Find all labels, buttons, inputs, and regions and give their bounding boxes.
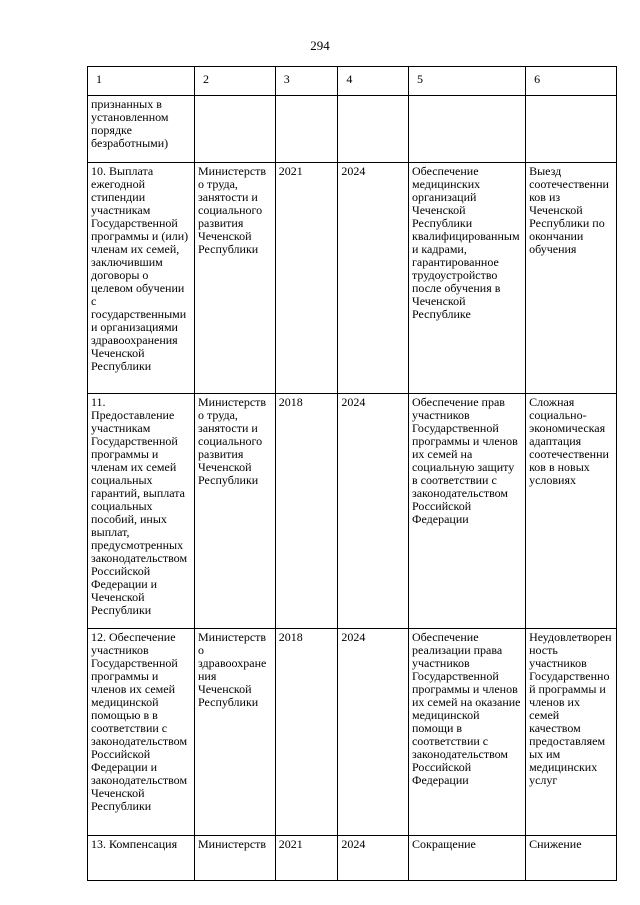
consequence-cell [526, 96, 617, 163]
header-cell: 3 [275, 67, 338, 96]
measure-cell: 11. Предоставление участникам Государственной программы и членам их семей социальных гарантий, выплата социальных пособий, иных выплат, предусмотренных законодательством Российской Федерации и Чеченской Республики [88, 394, 195, 629]
table-header-row [88, 67, 617, 96]
end-year-cell: 2024 [338, 394, 409, 629]
start-year-cell: 2021 [275, 163, 338, 394]
expected-result-cell: Обеспечение реализации права участников Государственной программы и членов их семей на оказание медицинской помощи в соответствии с законодательством Российской Федерации [408, 629, 525, 836]
expected-result-cell: Обеспечение медицинских организаций Чеченской Республики квалифицированными кадрами, гарантированное трудоустройство после обучения в Чеченской Республике [408, 163, 525, 394]
consequence-cell: Выезд соотечественников из Чеченской Республики по окончании обучения [526, 163, 617, 394]
header-cell: 6 [526, 67, 617, 96]
measure-cell: 10. Выплата ежегодной стипендии участникам Государственной программы и (или) членам их семей, заключившим договоры о целевом обучении с государственными и организациями здравоохранения Чеченской Республики [88, 163, 195, 394]
consequence-cell: Снижение [526, 836, 617, 881]
measure-cell: 12. Обеспечение участников Государственной программы и членов их семей медицинской помощью в в соответствии с законодательством Российской Федерации и законодательством Чеченской Республики [88, 629, 195, 836]
start-year-cell: 2018 [275, 394, 338, 629]
start-year-cell: 2018 [275, 629, 338, 836]
end-year-cell: 2024 [338, 163, 409, 394]
header-cell: 4 [338, 67, 409, 96]
responsible-cell: Министерств [195, 836, 276, 881]
responsible-cell [195, 96, 276, 163]
expected-result-cell [408, 96, 525, 163]
consequence-cell: Сложная социально-экономическая адаптация соотечественников в новых условиях [526, 394, 617, 629]
responsible-cell: Министерство труда, занятости и социального развития Чеченской Республики [195, 163, 276, 394]
start-year-cell [275, 96, 338, 163]
responsible-cell: Министерство здравоохранения Чеченской Республики [195, 629, 276, 836]
end-year-cell: 2024 [338, 836, 409, 881]
measure-cell: признанных в установленном порядке безработными) [88, 96, 195, 163]
expected-result-cell: Обеспечение прав участников Государственной программы и членов их семей на социальную защиту в соответствии с законодательством Российской Федерации [408, 394, 525, 629]
end-year-cell [338, 96, 409, 163]
page-number: 294 [310, 38, 330, 53]
responsible-cell: Министерство труда, занятости и социального развития Чеченской Республики [195, 394, 276, 629]
end-year-cell: 2024 [338, 629, 409, 836]
table-row [88, 96, 617, 163]
program-measures-table [87, 66, 617, 881]
header-cell: 5 [408, 67, 525, 96]
table-row [88, 836, 617, 881]
measure-cell: 13. Компенсация [88, 836, 195, 881]
table-row [88, 163, 617, 394]
table-row [88, 394, 617, 629]
table-row [88, 629, 617, 836]
expected-result-cell: Сокращение [408, 836, 525, 881]
consequence-cell: Неудовлетворенность участников Государственной программы и членов их семей качеством предоставляемых им медицинских услуг [526, 629, 617, 836]
header-cell: 1 [88, 67, 195, 96]
header-cell: 2 [195, 67, 276, 96]
start-year-cell: 2021 [275, 836, 338, 881]
